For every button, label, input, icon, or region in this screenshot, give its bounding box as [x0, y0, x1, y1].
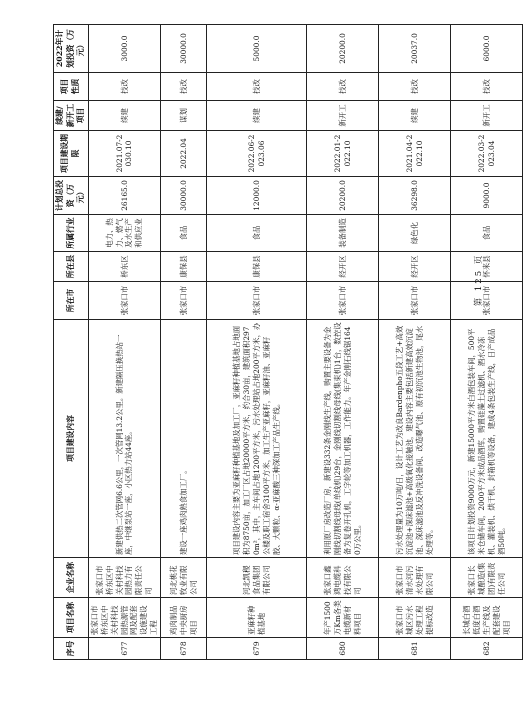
table-cell: 2022.01-2022.10: [307, 131, 379, 177]
table-header-row: [54, 25, 89, 660]
table-cell: 张家口长城酿造(集团)有限责任公司: [451, 558, 523, 598]
table-cell: 桥东区: [88, 252, 161, 282]
table-cell: 30000.0: [161, 177, 207, 215]
table-cell: 康保县: [161, 252, 207, 282]
page-number: 第 125 页: [474, 253, 484, 307]
table-cell: 3000.0: [88, 25, 161, 73]
table-cell: 6000.0: [451, 25, 523, 73]
header-cell: 企业名称: [54, 558, 89, 598]
table-row: [88, 25, 161, 660]
table-cell: 20037.0: [379, 25, 451, 73]
table-cell: 项目建设内容主要为亚麻籽种植基地及加工厂，亚麻籽种植基地占地面积为8750亩，加工厂区占地20000平方米，约合30亩，建筑面积2970m²，其中，主车间占地1200平方米，污水处理站占地200平方米，办公楼及职工宿舍3100平方米，加工生产亚麻籽，亚麻籽油、亚麻籽胶、大颗粒、α-亚麻酸三种深加工产品生产线。: [207, 320, 307, 558]
table-row: [307, 25, 379, 660]
header-cell: 2022年计划投资（万元）: [54, 25, 89, 73]
header-cell: 项目性质: [54, 73, 89, 101]
table-cell: 张家口市桥东区中关村科技园热源管网及配套设施建设工程: [88, 598, 161, 638]
table-cell: 经开区: [379, 252, 451, 282]
table-cell: 张家口市: [307, 282, 379, 320]
table-cell: 河北凯稷食品集团有限公司: [207, 558, 307, 598]
table-cell: 张家口市城区污水处理工程提标改造: [379, 598, 451, 638]
table-cell: 续建: [207, 101, 307, 131]
table-cell: 张家口市: [451, 282, 523, 320]
table-cell: 张家口市清水河污水处理有限公司: [379, 558, 451, 598]
table-cell: 食品: [207, 215, 307, 252]
table-cell: 新开工: [307, 101, 379, 131]
table-cell: 利用原厂房改造厂房，新建设332条金刚线生产线，购置主要设备为金刚线切割线母线(单线机)29台，金刚线切割线母线(集束机)1台，数控设备为复卷开孔机，工字轮等加工机器，工作能力。年产金刚石线锯1640万公里。: [307, 320, 379, 558]
table-cell: 12000.0: [207, 177, 307, 215]
table-cell: 技改: [207, 73, 307, 101]
table-cell: 该项目计划投资9000万元，新建15000平方米白酒包装车间，500平米仓储车间，2000平方米成品酒库，购置硅藻土过滤机、酒水冷冻机、灌装机、烘干机、封箱机等设备，建成4条包装生产线，日产成品酒50吨。: [451, 320, 523, 558]
table-cell: 续建: [379, 101, 451, 131]
table-row: [451, 25, 523, 660]
table-cell: 677: [88, 638, 161, 660]
table-cell: 技改: [451, 73, 523, 101]
table-cell: 电力、热力、燃气及水生产和供应业: [88, 215, 161, 252]
table-cell: 9000.0: [451, 177, 523, 215]
table-cell: 康保县: [207, 252, 307, 282]
table-cell: 怀来县: [451, 252, 523, 282]
table-cell: 亚麻籽种植基地: [207, 598, 307, 638]
table-row: [161, 25, 207, 660]
table-cell: 食品: [161, 215, 207, 252]
table-cell: 建设一座鸡肉熟食加工厂。: [161, 320, 207, 558]
table-cell: 谋划: [161, 101, 207, 131]
table-cell: 长城白酒低度白酒生产线及配套建设项目: [451, 598, 523, 638]
table-cell: 2022.06-2023.06: [207, 131, 307, 177]
table-cell: 食品: [451, 215, 523, 252]
header-cell: 序号: [54, 638, 89, 660]
table-row: [207, 25, 307, 660]
table-cell: 2022.03-2023.04: [451, 131, 523, 177]
table-cell: 20200.0: [307, 25, 379, 73]
table-cell: 技改: [379, 73, 451, 101]
table-cell: 682: [451, 638, 523, 660]
table-cell: 张家口市: [379, 282, 451, 320]
table-row: [379, 25, 451, 660]
project-table: [53, 24, 523, 660]
table-cell: 张家口市桥东区中关村科技园热力有限责任公司: [88, 558, 161, 598]
table-cell: 技改: [161, 73, 207, 101]
table-cell: 2021.04-2022.10: [379, 131, 451, 177]
table-cell: 678: [161, 638, 207, 660]
table-cell: 30000.0: [161, 25, 207, 73]
header-cell: 所属行业: [54, 215, 89, 252]
header-cell: 计划总投资（万元）: [54, 177, 89, 215]
header-cell: 项目名称: [54, 598, 89, 638]
table-cell: 经开区: [307, 252, 379, 282]
table-cell: 26165.0: [88, 177, 161, 215]
table-cell: 装备制造: [307, 215, 379, 252]
table-cell: 污水处理量为10万吨/日，设计工艺为改良Bardenpho五段工艺+高效沉淀池+深床滤池+高级氧化接触池，建设内容主要包括新建高效沉淀池、深床滤池及反冲洗设备间、改造曝气池、原有初沉池生物池，尾水处理等。: [379, 320, 451, 558]
header-cell: 项目建设内容: [54, 320, 89, 558]
table-cell: 技改: [307, 73, 379, 101]
table-cell: 续建: [88, 101, 161, 131]
table-body: [54, 25, 523, 660]
table-cell: 鸡肉制品中央厨房项目: [161, 598, 207, 638]
table-cell: 张家口市: [88, 282, 161, 320]
header-cell: 所在县: [54, 252, 89, 282]
table-cell: 5000.0: [207, 25, 307, 73]
table-cell: 张家口鑫鸿电缆科技有限公司: [307, 558, 379, 598]
table-cell: 新建供热二次管网6.6公里，一次管网13.2公里。新建隔压换热站一座，中继泵站一座，小区热力站44座。: [88, 320, 161, 558]
table-cell: 680: [307, 638, 379, 660]
table-cell: 679: [207, 638, 307, 660]
header-cell: 续建/新开工项目: [54, 101, 89, 131]
table-cell: 2021.07-2030.10: [88, 131, 161, 177]
table-cell: 技改: [88, 73, 161, 101]
table-cell: 绿色化: [379, 215, 451, 252]
header-cell: 项目建设期限: [54, 131, 89, 177]
table-cell: 2022.04: [161, 131, 207, 177]
table-cell: 新开工: [451, 101, 523, 131]
header-cell: 所在市: [54, 282, 89, 320]
table-cell: 36298.0: [379, 177, 451, 215]
table-cell: 20200.0: [307, 177, 379, 215]
table-cell: 张家口市: [161, 282, 207, 320]
table-cell: 年产1500万Km各类电缆新材料项目: [307, 598, 379, 638]
table-cell: 681: [379, 638, 451, 660]
table-cell: 河北桃花牧业有限公司: [161, 558, 207, 598]
table-cell: 张家口市: [207, 282, 307, 320]
